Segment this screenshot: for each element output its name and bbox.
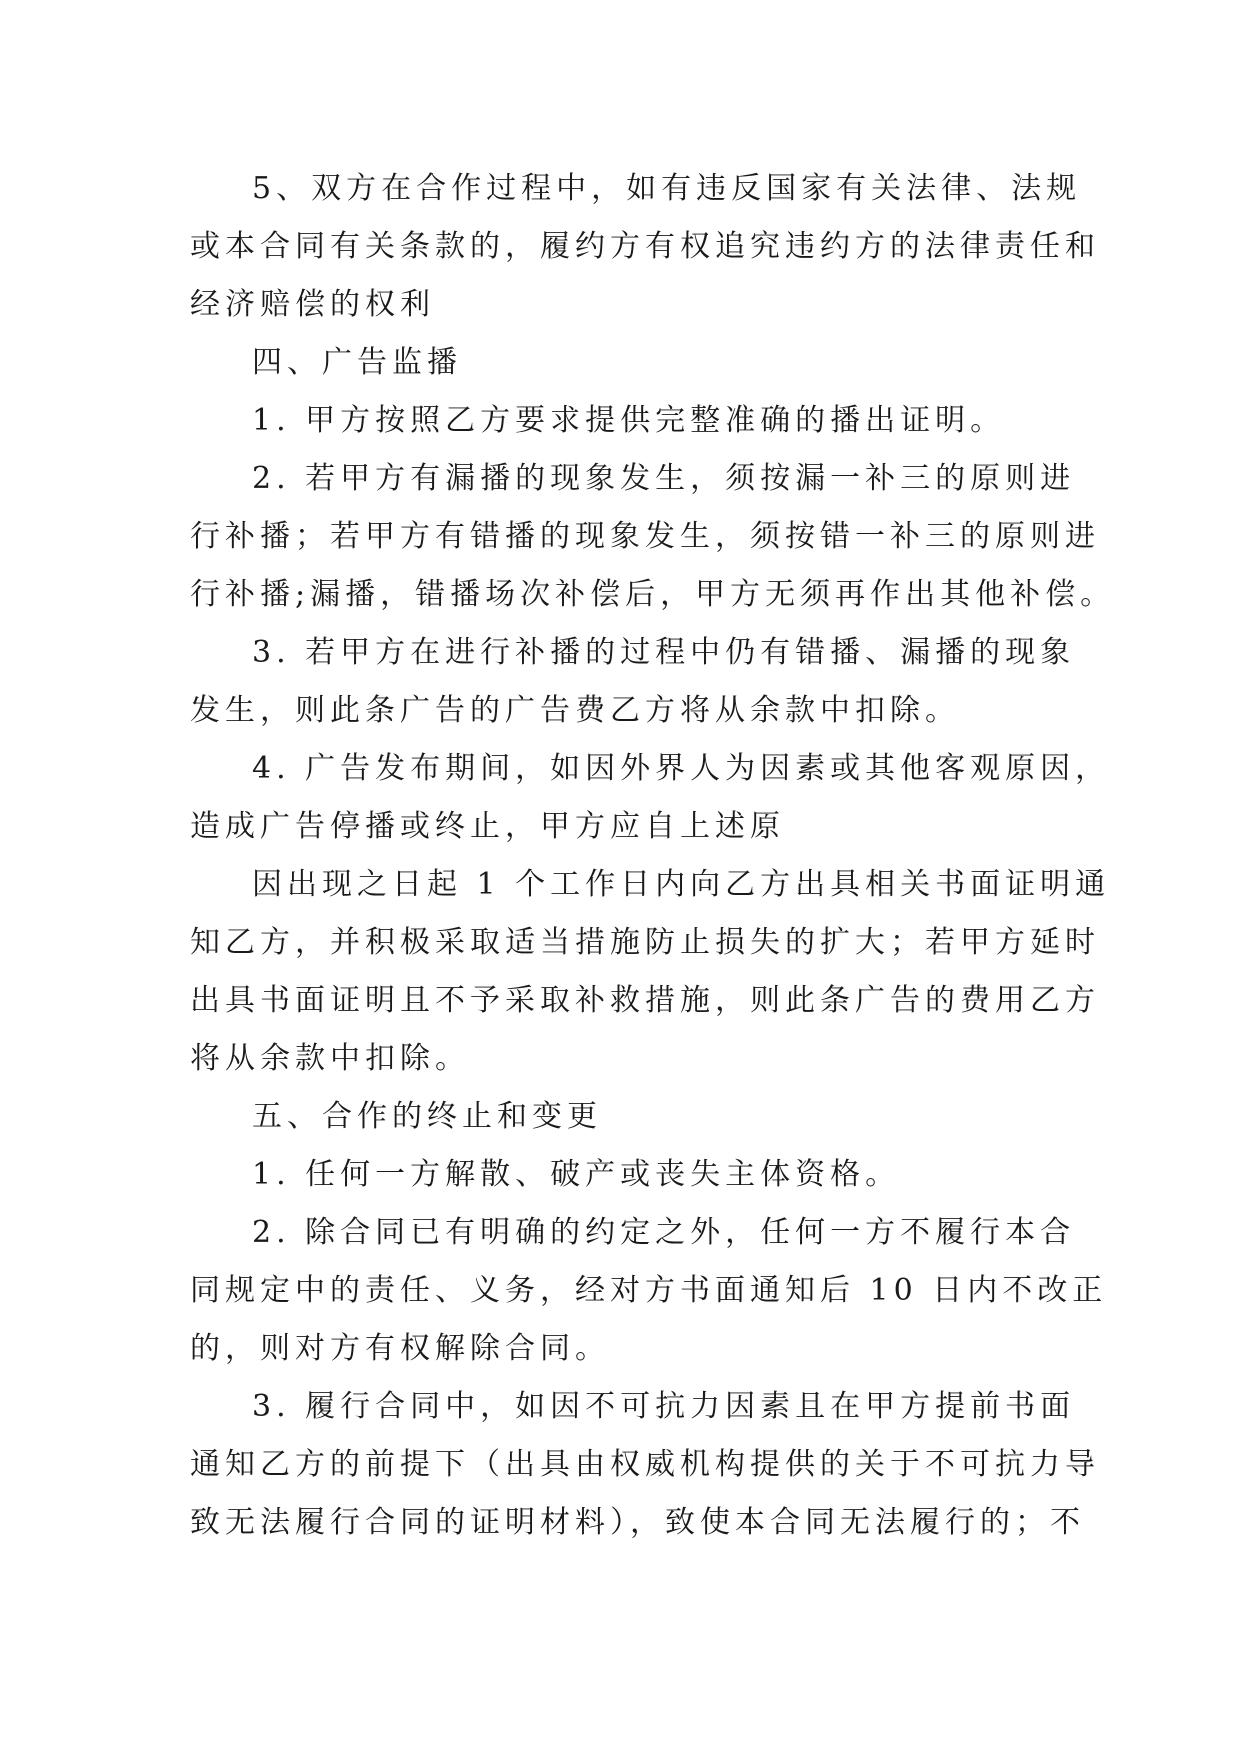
text-line: 经济赔偿的权利	[190, 287, 435, 322]
text-line: 行补播；若甲方有错播的现象发生，须按错一补三的原则进	[190, 519, 1100, 554]
section-heading: 五、合作的终止和变更	[252, 1099, 602, 1134]
text-line: 3. 履行合同中，如因不可抗力因素且在甲方提前书面	[252, 1389, 1076, 1424]
text-line: 4. 广告发布期间，如因外界人为因素或其他客观原因，	[252, 751, 1111, 786]
text-line: 通知乙方的前提下（出具由权威机构提供的关于不可抗力导	[190, 1447, 1100, 1482]
text-line: 致无法履行合同的证明材料），致使本合同无法履行的；不	[190, 1505, 1085, 1540]
text-line: 3. 若甲方在进行补播的过程中仍有错播、漏播的现象	[252, 635, 1076, 670]
text-line: 2. 除合同已有明确的约定之外，任何一方不履行本合	[252, 1215, 1076, 1250]
text-line: 5、双方在合作过程中，如有违反国家有关法律、法规	[252, 171, 1082, 206]
text-line: 因出现之日起 1 个工作日内向乙方出具相关书面证明通	[252, 867, 1111, 902]
text-line: 1. 甲方按照乙方要求提供完整准确的播出证明。	[252, 403, 1006, 438]
text-line: 出具书面证明且不予采取补救措施，则此条广告的费用乙方	[190, 983, 1100, 1018]
text-line: 造成广告停播或终止，甲方应自上述原	[190, 809, 785, 844]
text-line: 行补播;漏播，错播场次补偿后，甲方无须再作出其他补偿。	[190, 577, 1116, 612]
text-line: 1. 任何一方解散、破产或丧失主体资格。	[252, 1157, 901, 1192]
text-line: 知乙方，并积极采取适当措施防止损失的扩大；若甲方延时	[190, 925, 1100, 960]
text-line: 的，则对方有权解除合同。	[190, 1331, 610, 1366]
document-body	[190, 160, 1116, 1552]
text-line: 发生，则此条广告的广告费乙方将从余款中扣除。	[190, 693, 960, 728]
text-line: 将从余款中扣除。	[190, 1041, 470, 1076]
text-line: 或本合同有关条款的，履约方有权追究违约方的法律责任和	[190, 229, 1100, 264]
text-line: 同规定中的责任、义务，经对方书面通知后 10 日内不改正	[190, 1273, 1108, 1308]
section-heading: 四、广告监播	[252, 345, 462, 380]
text-line: 2. 若甲方有漏播的现象发生，须按漏一补三的原则进	[252, 461, 1076, 496]
